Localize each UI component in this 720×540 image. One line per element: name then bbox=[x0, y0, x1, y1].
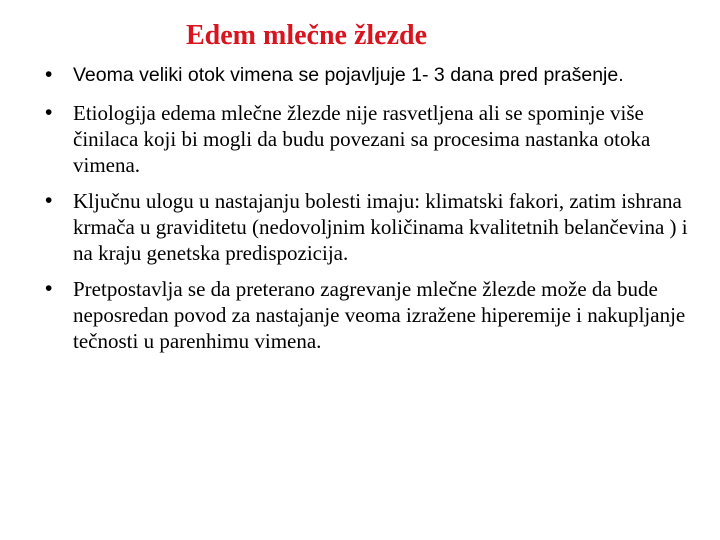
bullet-text: Pretpostavlja se da preterano zagrevanje mlečne žlezde može da bude neposredan povod za nastajanje veoma izražene hiperemije i nakupljanje tečnosti u parenhimu vimena. bbox=[73, 277, 686, 353]
bullet-text: Etiologija edema mlečne žlezde nije rasvetljena ali se spominje više činilaca koji bi mogli da budu povezani sa procesima nastanka otoka vimena. bbox=[73, 101, 651, 177]
bullet-item bbox=[0, 62, 720, 89]
bullet-list bbox=[0, 62, 720, 364]
bullet-marker: • bbox=[45, 63, 53, 86]
bullet-item bbox=[0, 100, 720, 178]
bullet-item bbox=[0, 188, 720, 266]
slide-title: Edem mlečne žlezde bbox=[186, 20, 428, 51]
bullet-text: Veoma veliki otok vimena se pojavljuje 1- 3 dana pred prašenje. bbox=[73, 64, 624, 86]
bullet-item bbox=[0, 276, 720, 354]
bullet-marker: • bbox=[45, 277, 53, 300]
bullet-marker: • bbox=[45, 101, 53, 124]
bullet-marker: • bbox=[45, 189, 53, 212]
bullet-text: Ključnu ulogu u nastajanju bolesti imaju: klimatski fakori, zatim ishrana krmača u graviditetu (nedovoljnim količinama kvalitetnih belančevina ) i na kraju genetska predispozicija. bbox=[73, 189, 688, 265]
